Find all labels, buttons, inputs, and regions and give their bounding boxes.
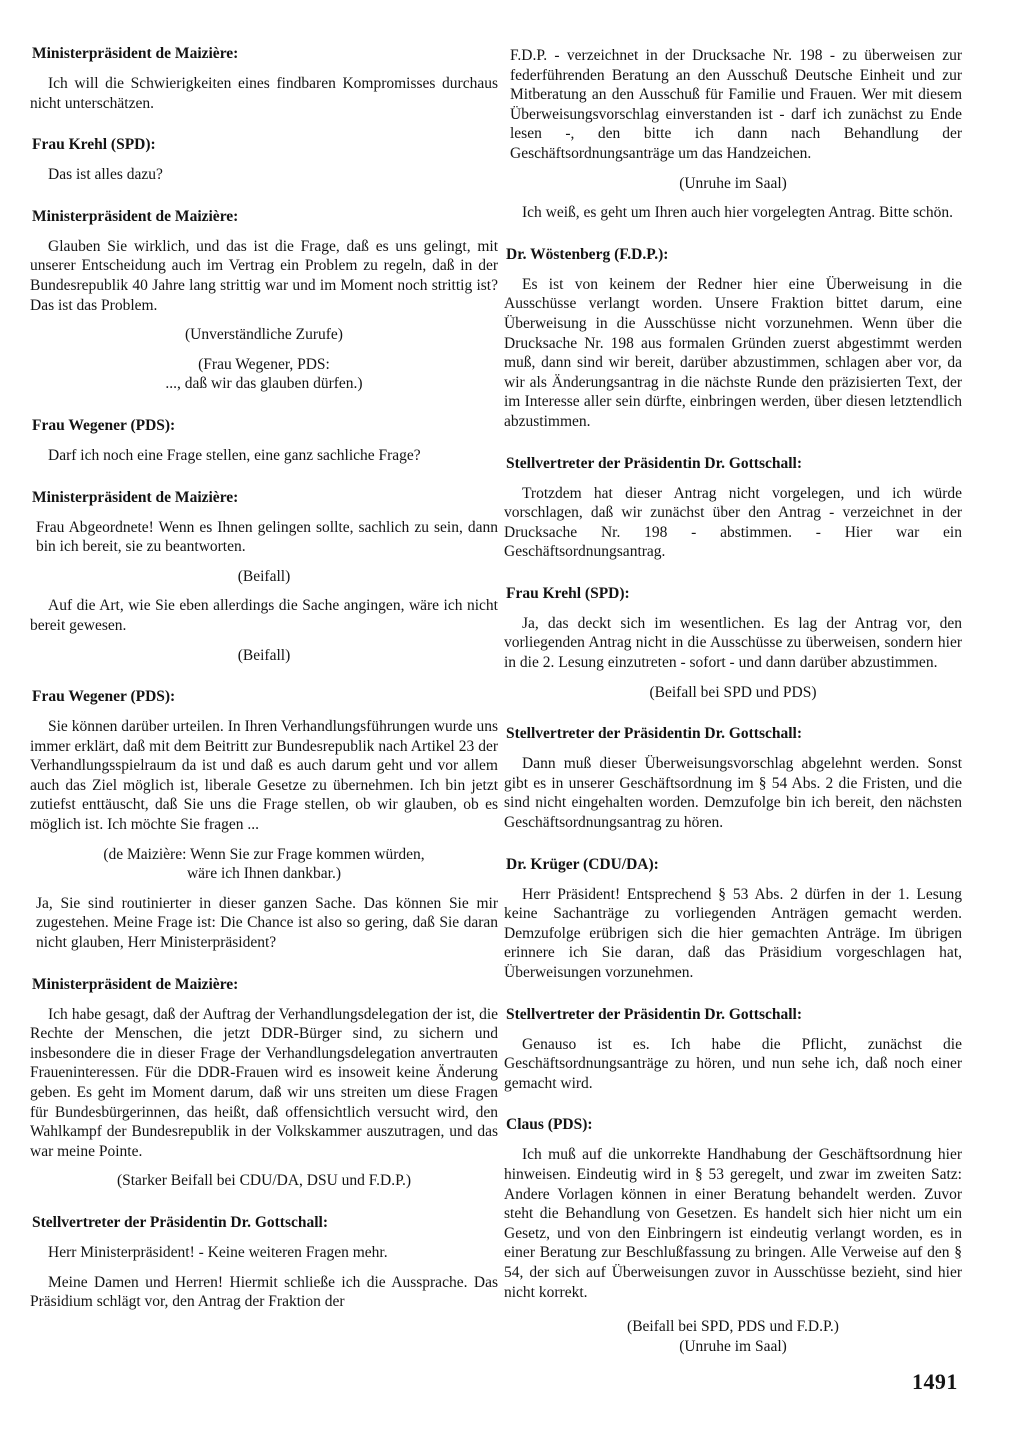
speaker-heading: Claus (PDS): (506, 1116, 593, 1134)
interjection-note: wäre ich Ihnen dankbar.) (186, 865, 342, 883)
right-column (504, 46, 962, 1356)
speaker-heading: Ministerpräsident de Maizière: (32, 207, 239, 225)
speech-paragraph: Meine Damen und Herren! Hiermit schließe ich die Aussprache. Das Präsidium schlägt vor, den Antrag der Fraktion der (30, 1273, 498, 1311)
speech-paragraph: Herr Präsident! Entsprechend § 53 Abs. 2 dürfen in der 1. Lesung keine Sachanträge zu vorliegenden Anträgen gemacht werden. Demzufolge erübrigen sich die hier gemachten Anträge. Im übrigen erinnere ich Sie daran, daß das Präsidium vorgeschlagen hat, Überweisungen vorzunehmen. (504, 885, 962, 981)
speech-paragraph: Trotzdem hat dieser Antrag nicht vorgelegen, und ich würde vorschlagen, daß wir zunächst über den Antrag - verzeichnet in der Drucksache Nr. 198 - abstimmen. - Hier war ein Geschäftsordnungsantrag. (504, 484, 962, 561)
speaker-heading: Dr. Krüger (CDU/DA): (506, 855, 659, 873)
speech-paragraph: Ja, Sie sind routinierter in dieser ganzen Sache. Das können Sie mir zugestehen. Meine Frage ist: Die Chance ist also so gering, daß Sie daran nicht glauben, Herr Ministerpräsident? (36, 894, 498, 952)
speaker-heading: Ministerpräsident de Maizière: (32, 45, 239, 62)
speech-paragraph: Ich will die Schwierigkeiten eines findbaren Kompromisses durchaus nicht unterschätzen. (30, 75, 498, 112)
speech-paragraph: Genauso ist es. Ich habe die Pflicht, zunächst die Geschäftsordnungsanträge zu hören, und nun sehe ich, daß noch einer gemacht wird. (504, 1035, 962, 1092)
interjection-note: ..., daß wir das glauben dürfen.) (165, 375, 363, 393)
speaker-heading: Stellvertreter der Präsidentin Dr. Gottschall: (506, 725, 803, 743)
speech-paragraph: Herr Ministerpräsident! - Keine weiteren Fragen mehr. (48, 1243, 388, 1261)
interjection-note: (Frau Wegener, PDS: (198, 355, 330, 373)
speaker-heading: Stellvertreter der Präsidentin Dr. Gottschall: (32, 1213, 329, 1231)
interjection-note: (Beifall) (237, 567, 291, 585)
interjection-note: (Beifall) (237, 646, 291, 664)
speaker-heading: Stellvertreter der Präsidentin Dr. Gottschall: (506, 454, 803, 472)
left-column (30, 44, 498, 1312)
speech-paragraph: Ich muß auf die unkorrekte Handhabung der Geschäftsordnung hier hinweisen. Eindeutig wird in § 53 geregelt, und zwar im zweiten Satz: Andere Vorlagen können in einer Beratung behandelt werden. Zuvor steht die Behandlung von Gesetzen. Es handelt sich hier nicht um ein Gesetz, und von den Einbringern ist eindeutig verlangt worden, es in einer Beratung zur Beschlußfassung zu bringen. Alle Verweise auf den § 54, der sich auf Überweisungen zuvor in Ausschüsse bezieht, sind hier nicht korrekt. (504, 1146, 962, 1301)
speech-paragraph: Darf ich noch eine Frage stellen, eine ganz sachliche Frage? (48, 446, 421, 464)
speaker-heading: Frau Krehl (SPD): (32, 136, 156, 154)
speaker-heading: Frau Krehl (SPD): (506, 584, 630, 602)
speaker-heading: Frau Wegener (PDS): (32, 416, 176, 434)
interjection-note: (Unverständliche Zurufe) (185, 326, 343, 344)
speech-paragraph: Ja, das deckt sich im wesentlichen. Es lag der Antrag vor, den vorliegenden Antrag nicht in die Ausschüsse zu überweisen, sondern hier in die 2. Lesung einzutreten - sofort - und dann darüber abzustimmen. (504, 614, 962, 672)
speech-paragraph: F.D.P. - verzeichnet in der Drucksache Nr. 198 - zu überweisen zur federführenden Beratung an den Ausschuß Deutsche Einheit und zur Mitberatung an den Ausschuß für Familie und Frauen. Wer mit diesem Überweisungsvorschlag einverstanden ist - darf ich zunächst zu Ende lesen -, den bitte ich dann nach Behandlung der Geschäftsordnungsanträge um das Handzeichen. (510, 47, 962, 162)
page-number: 1491 (912, 1369, 958, 1394)
speech-paragraph: Auf die Art, wie Sie eben allerdings die Sache angingen, wäre ich nicht bereit gewesen. (30, 597, 498, 634)
speech-paragraph: Sie können darüber urteilen. In Ihren Verhandlungsführungen wurde uns immer erklärt, daß mit dem Beitritt zur Bundesrepublik nach Artikel 23 der Verhandlungsspielraum da ist und daß es auch darum geht und vor allem auch das Ziel möglich ist, liberale Gesetze zu übernehmen. Ich bin jetzt zutiefst enttäuscht, daß Sie uns die Frage stellen, ob wir glauben, ob es möglich ist. Ich möchte Sie fragen ... (30, 718, 498, 834)
speech-paragraph: Ich habe gesagt, daß der Auftrag der Verhandlungsdelegation der ist, die Rechte der Menschen, die jetzt DDR-Bürger sind, zu sichern und insbesondere die in dieser Frage der Verhandlungsdelegation anvertrauten Fraueninteressen. Für die DDR-Frauen wird es insoweit keine Änderung geben. Es geht im Moment darum, daß wir uns streiten um diese Fragen für Bundesbürgerinnen, das heißt, daß offensichtlich versucht wird, den Wahlkampf der Bundesrepublik in der Volkskammer auszutragen, und das war meine Pointe. (30, 1005, 498, 1160)
interjection-note: (Unruhe im Saal) (679, 1337, 787, 1355)
interjection-note: (Unruhe im Saal) (679, 174, 787, 192)
speaker-heading: Frau Wegener (PDS): (32, 688, 176, 706)
interjection-note: (Beifall bei SPD und PDS) (649, 683, 817, 701)
speech-paragraph: Dann muß dieser Überweisungsvorschlag abgelehnt werden. Sonst gibt es in unserer Geschäftsordnung im § 54 Abs. 2 die Fristen, und die sind nicht eingehalten worden. Demzufolge bin ich bereit, den nächsten Geschäftsordnungsantrag zu hören. (504, 755, 962, 832)
speaker-heading: Dr. Wöstenberg (F.D.P.): (506, 245, 669, 263)
speech-paragraph: Frau Abgeordnete! Wenn es Ihnen gelingen sollte, sachlich zu sein, dann bin ich bereit, sie zu beantworten. (36, 518, 498, 556)
speech-paragraph: Es ist von keinem der Redner hier eine Überweisung in die Ausschüsse verlangt worden. Unsere Fraktion bittet darum, eine Überweisung in die Ausschüsse nicht vorzunehmen. Wenn über die Drucksache Nr. 198 aus formalen Gründen zuerst abgestimmt werden muß, dann sind wir bereit, darüber abzustimmen, schlagen aber vor, da wir als Änderungsantrag in die nächste Runde den präzisierten Text, der im Interesse aller sein dürfte, einbringen werden, über diesen letztendlich abzustimmen. (504, 275, 962, 430)
speaker-heading: Ministerpräsident de Maizière: (32, 488, 239, 506)
interjection-note: (de Maizière: Wenn Sie zur Frage kommen würden, (103, 845, 425, 863)
interjection-note: (Starker Beifall bei CDU/DA, DSU und F.D.P.) (116, 1172, 412, 1190)
speech-paragraph: Das ist alles dazu? (48, 166, 163, 184)
speaker-heading: Ministerpräsident de Maizière: (32, 975, 239, 993)
interjection-note: (Beifall bei SPD, PDS und F.D.P.) (627, 1318, 839, 1336)
speech-paragraph: Glauben Sie wirklich, und das ist die Frage, daß es uns gelingt, mit unserer Entscheidung auch im Vertrag ein Problem zu regeln, daß in der Bundesrepublik 40 Jahre lang strittig war und im Moment noch strittig ist? Das ist das Problem. (30, 237, 498, 314)
speaker-heading: Stellvertreter der Präsidentin Dr. Gottschall: (506, 1005, 803, 1023)
speech-paragraph: Ich weiß, es geht um Ihren auch hier vorgelegten Antrag. Bitte schön. (522, 204, 954, 222)
